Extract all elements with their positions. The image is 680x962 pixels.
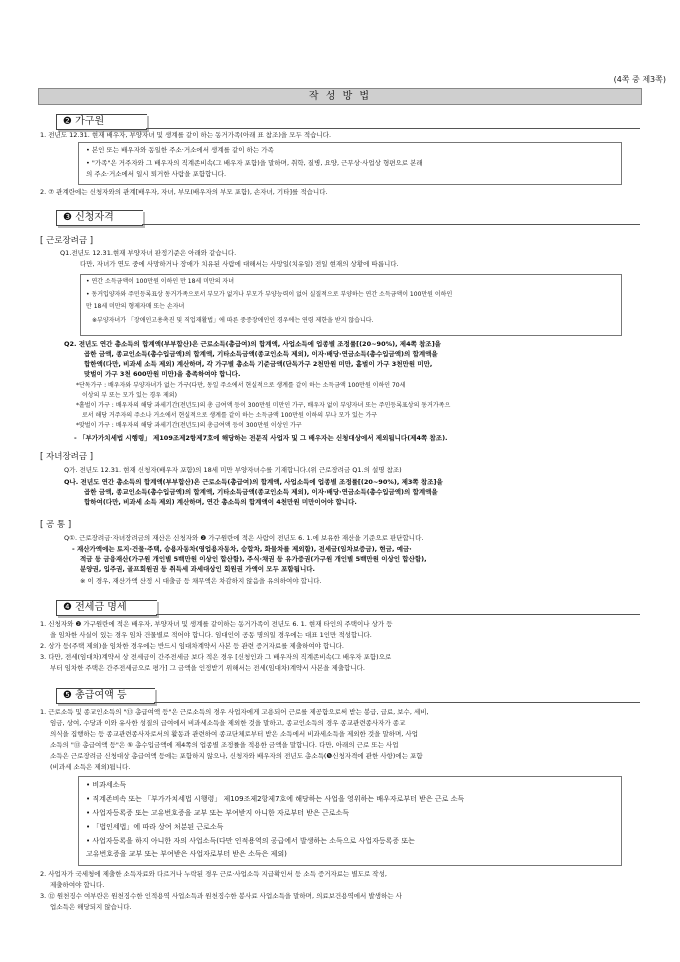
jeonse-line-1b: 을 임차한 사실이 있는 경우 임차 건물별로 적어야 합니다. 임대인이 공동 명의일 경우에는 대표 1인만 적성합니다. — [50, 631, 372, 639]
family-box-line-2: • "가족"은 거주자와 그 배우자의 직계존비속(그 배우자 포함)을 말하며, 취학, 질병, 요양, 근무상·사업상 형편으로 본래 — [86, 159, 423, 167]
child-q2-line-2: 곱한 금액, 종교인소득(총수입금액)의 합계액, 기타소득금액(종교인소득 제외), 이자·배당·연금소득(총수입금액)의 합계액을 — [84, 488, 438, 496]
page-number: (4쪽 중 제3쪽) — [613, 75, 666, 84]
section-income-header: ❺ 총급여액 등 — [56, 688, 155, 704]
page-title: 작 성 방 법 — [38, 88, 642, 105]
common-line-4: 분양권, 입주권, 골프회원권 등 취득세 과세대상인 회원권 가액이 모두 포함됩니다. — [80, 565, 315, 573]
earned-box-note: ※부양자녀가 「장애인고용촉진 및 직업재활법」에 따른 중증장애인인 경우에는 연령 제한을 받지 않습니다. — [92, 317, 374, 324]
family-box-line-1: • 본인 또는 배우자와 동일한 주소·거소에서 생계를 같이 하는 가족 — [86, 146, 274, 154]
earned-incentive-heading: [ 근로장려금 ] — [40, 236, 94, 246]
child-q2-line-1: Q나. 전년도 연간 총소득의 합계액(부부합산)은 근로소득(총급여)의 합계액, 사업소득에 업종별 조정률[(20~90%), 제3쪽 참조]을 — [64, 478, 443, 486]
income-line-3: 의식을 집행하는 등 종교관련종사자로서의 활동과 관련하여 종교단체로부터 받은 소득에서 비과세소득을 제외한 것을 말하며, 사업 — [50, 730, 418, 738]
common-line-2: - 재산가액에는 토지·건물·주택, 승용자동차(영업용자동차, 승합차, 화물차를 제외함), 전세금(임차보증금), 현금, 예금· — [72, 545, 412, 553]
earned-q1-line-1: Q1.전년도 12.31.현재 부양자녀 판정기준은 아래와 같습니다. — [60, 249, 237, 257]
common-line-1: Q①. 근로장려금·자녀장려금의 재산은 신청자와 ❷ 가구원란에 적은 사람이 전년도 6. 1.에 보유한 재산을 기준으로 판단합니다. — [64, 534, 424, 542]
income-line-2: 임금, 상여, 수당과 이와 유사한 성질의 급여에서 비과세소득을 제외한 것을 말하고, 종교인소득의 경우 종교관련종사자가 종교 — [50, 719, 406, 727]
income-line-5: 소득은 근로장려금 신청대상 총급여액 등에는 포함하지 않으나, 신청자와 배우자의 전년도 총소득(❺신청자격에 관한 사항)에는 포함 — [50, 752, 423, 760]
income-line-8b: 업소득은 해당되지 않습니다. — [50, 903, 132, 911]
family-line-2: 2. ⑦ 관계란에는 신청자와의 관계[배우자, 자녀, 부모(배우자의 부모 포함), 손자녀, 기타]를 적습니다. — [40, 188, 328, 196]
income-box-line-4: • 「법인세법」에 따라 상여 처분된 근로소득 — [86, 823, 224, 831]
income-line-7b: 제출하여야 합니다. — [50, 881, 105, 889]
section-divider — [146, 128, 640, 129]
child-incentive-heading: [ 자녀장려금 ] — [40, 452, 94, 462]
common-line-3: 적금 등 금융재산(가구원 개인별 5백만원 이상인 합산함), 주식·채권 등 유가증권(가구원 개인별 5백만원 이상인 합산함), — [80, 555, 427, 563]
section-qualification-header: ❸ 신청자격 — [56, 210, 143, 226]
income-box-line-6: 고유번호증을 교부 또는 부여받은 사업자로부터 받은 소득은 제외) — [86, 850, 287, 858]
earned-note-single: *단독가구 : 배우자와 부양자녀가 없는 가구(다만, 동일 주소에서 현실적으로 생계를 같이 하는 소득금액 100만원 이하인 70세 — [76, 382, 406, 389]
common-line-5: ※ 이 경우, 재산가액 산정 시 대출금 등 채무액은 차감하지 않음을 유의하여야 합니다. — [80, 577, 322, 585]
section-divider — [156, 614, 640, 615]
income-box-line-1: • 비과세소득 — [86, 781, 127, 789]
income-line-4: 소득의 "⑬ 총급여액 등"은 ⑤ 총수입금액에 제4쪽의 업종별 조정률을 적용한 금액을 말합니다. 다만, 아래의 근로 또는 사업 — [50, 741, 399, 749]
earned-box-line-2: • 동거입양자와 주민등록표상 동거가족으로서 부모가 없거나 부모가 부양능력이 없어 실질적으로 부양하는 연간 소득금액이 100만원 이하인 — [86, 291, 453, 298]
family-line-1: 1. 전년도 12.31. 현재 배우자, 부양자녀 및 생계를 같이 하는 동거가족(아래 표 참조)을 모두 적습니다. — [40, 131, 332, 139]
earned-q2-line-3: 합한액(다만, 비과세 소득 제외) 계산하며, 각 가구별 총소득 기준금액(단독가구 2천만원 미만, 홑벌이 가구 3천만원 미만, — [84, 360, 433, 368]
earned-q2-line-4: 맞벌이 가구 3천 600만원 미만)을 충족하여야 합니다. — [84, 370, 241, 378]
section-divider — [154, 702, 640, 703]
income-box-line-3: • 사업자등록증 또는 고유번호증을 교부 또는 부여받지 아니한 자로부터 받은 근로소득 — [86, 809, 350, 817]
earned-note-single-income: *홑벌이 가구 : 배우자의 해당 과세기간(전년도)의 총 급여액 등이 300만원 미만인 가구, 배우자 없이 부양자녀 또는 주민등록표상의 동거가족으 — [76, 402, 451, 409]
section-family-header: ❷ 가구원 — [56, 114, 147, 130]
earned-box-line-3: 만 18세 미만의 형제자매 또는 손자녀 — [86, 303, 185, 310]
jeonse-line-3b: 부터 임차한 주택은 간주전세금으로 평가] 그 금액을 인정받기 위해서는 전세(임대차)계약서 사본을 제출합니다. — [50, 664, 365, 672]
earned-note-single-income-2: 로서 해당 거주자의 주소나 거소에서 현실적으로 생계를 같이 하는 소득금액 100만원 이하의 부나 모가 있는 가구 — [82, 412, 378, 419]
earned-note-exclusion: - 「부가가치세법 시행령」 제109조제2항제7호에 해당하는 전문직 사업자 및 그 배우자는 신청대상에서 제외됩니다(제4쪽 참조). — [74, 434, 448, 442]
section-jeonse-header: ❹ 전세금 명세 — [56, 600, 157, 616]
common-heading: [ 공 통 ] — [40, 520, 72, 530]
jeonse-line-2: 2. 상가 등(주택 제외)을 임차한 경우에는 반드시 임대차계약서 사본 등 관련 증거자료를 제출하여야 합니다. — [40, 642, 344, 650]
earned-note-dual-income: *맞벌이 가구 : 배우자의 해당 과세기간(전년도)의 총급여액 등이 300만원 이상인 가구 — [76, 422, 302, 429]
earned-note-single-2: 이상의 부 또는 모가 있는 경우 제외) — [82, 392, 177, 399]
earned-q1-line-2: 다만, 자녀가 연도 중에 사망하거나 장애가 치유된 사람에 대해서는 사망일(치유일) 전일 현재의 상황에 따릅니다. — [80, 260, 399, 268]
family-box-line-3: 의 주소·거소에서 일시 퇴거한 사람을 포함합니다. — [86, 170, 227, 178]
earned-q2-line-1: Q2. 전년도 연간 총소득의 합계액(부부합산)은 근로소득(총급여)의 합계액, 사업소득에 업종별 조정률[(20~90%), 제4쪽 참조]을 — [64, 340, 441, 348]
earned-box-line-1: • 연간 소득금액이 100만원 이하인 만 18세 미만의 자녀 — [86, 278, 235, 285]
jeonse-line-1: 1. 신청자와 ❷ 가구원란에 적은 배우자, 부양자녀 및 생계를 같이하는 동거가족이 전년도 6. 1. 현재 타인의 주택이나 상가 등 — [40, 620, 393, 628]
jeonse-line-3: 3. 다만, 전세(임대차)계약서 상 전세금이 간주전세금 보다 적은 경우 [신청인과 그 배우자의 직계존비속(그 배우자 포함)으로 — [40, 653, 392, 661]
income-box-line-5: • 사업자등록을 하지 아니한 자의 사업소득(다만 인적용역의 공급에서 발생하는 소득으로 사업자등록증 또는 — [86, 837, 415, 845]
section-divider — [142, 224, 640, 225]
income-box-line-2: • 직계존비속 또는 「부가가치세법 시행령」 제109조제2항제7호에 해당하는 사업을 영위하는 배우자로부터 받은 근로 소득 — [86, 795, 465, 803]
income-line-6: (비과세 소득은 제외)됩니다. — [50, 763, 131, 771]
income-line-1: 1. 근로소득 및 종교인소득의 "⑬ 총급여액 등"은 근로소득의 경우 사업자에게 고용되어 근로를 제공함으로써 받는 봉급, 급료, 보수, 세비, — [40, 708, 429, 716]
child-q2-line-3: 합하여(다만, 비과세 소득 제외) 계산하며, 연간 총소득의 합계액이 4천만원 미만이어야 합니다. — [84, 498, 357, 506]
income-line-8: 3. ⑫ 원천징수 여부란은 원천징수한 인적용역 사업소득과 원천징수한 봉사료 사업소득을 말하며, 의료보건용역에서 발생하는 사 — [40, 892, 402, 900]
income-line-7: 2. 사업자가 국세청에 제출한 소득자료와 다르거나 누락된 경우 근로·사업소득 지급확인서 등 소득 증거자료는 별도로 작성, — [40, 870, 387, 878]
earned-q2-line-2: 곱한 금액, 종교인소득(총수입금액)의 합계액, 기타소득금액(종교인소득 제외), 이자·배당·연금소득(총수입금액)의 합계액을 — [84, 350, 438, 358]
child-q1: Q가. 전년도 12.31. 현재 신청자(배우자 포함)의 18세 미만 부양자녀수를 기재합니다.(위 근로장려금 Q1.의 설명 참조) — [64, 466, 402, 474]
